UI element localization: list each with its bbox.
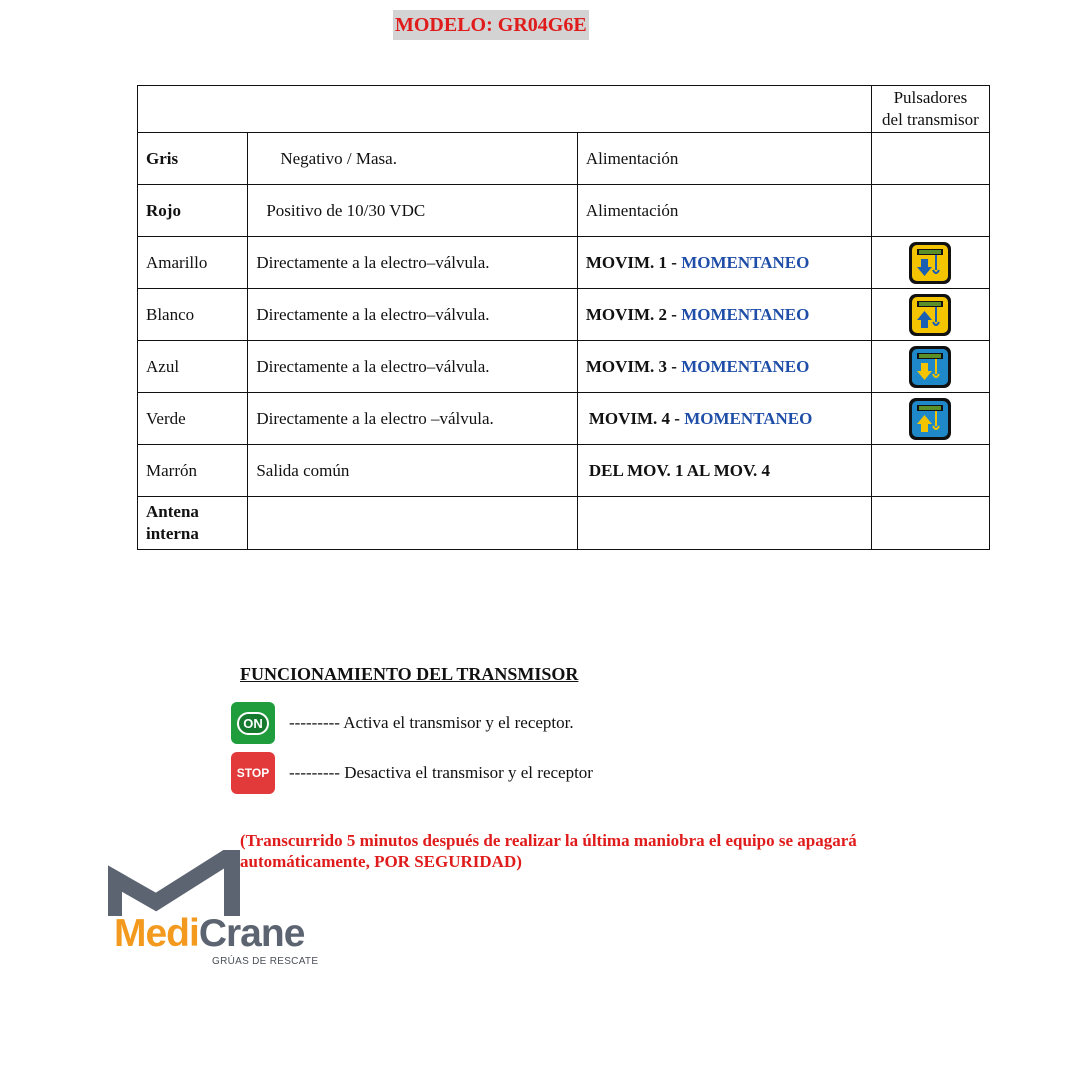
table-row: [138, 185, 990, 237]
wire-connection: Directamente a la electro–válvula.: [248, 341, 578, 393]
wire-function: DEL MOV. 1 AL MOV. 4: [577, 445, 871, 497]
blue-hoist-up-button-icon: [907, 396, 953, 442]
wire-connection: Directamente a la electro–válvula.: [248, 237, 578, 289]
model-title: MODELO: GR04G6E: [393, 10, 589, 40]
wire-color: Blanco: [138, 289, 248, 341]
on-button-icon: ON: [231, 702, 275, 744]
legend-text: --------- Desactiva el transmisor y el receptor: [289, 763, 593, 782]
wire-color: Antena interna: [138, 497, 248, 550]
table-row: [138, 133, 990, 185]
blue-hoist-down-button-icon: [907, 344, 953, 390]
wire-function: Alimentación: [577, 133, 871, 185]
wire-color: Amarillo: [138, 237, 248, 289]
wire-connection: Directamente a la electro–válvula.: [248, 289, 578, 341]
legend-item-stop: [231, 752, 593, 794]
table-row: [138, 237, 990, 289]
wire-color: Marrón: [138, 445, 248, 497]
wire-function: MOVIM. 4 - MOMENTANEO: [577, 393, 871, 445]
wire-color: Gris: [138, 133, 248, 185]
legend-item-on: [231, 702, 574, 744]
yellow-hoist-down-button-icon: [907, 240, 953, 286]
table-header-row: [138, 86, 990, 133]
yellow-hoist-up-button-icon: [907, 292, 953, 338]
wire-connection: Positivo de 10/30 VDC: [248, 185, 578, 237]
wire-function: [577, 497, 871, 550]
table-row: [138, 497, 990, 550]
wiring-table: [137, 85, 990, 550]
table-row: [138, 341, 990, 393]
wire-function: Alimentación: [577, 185, 871, 237]
medicrane-logo: MediCrane GRÚAS DE RESCATE: [108, 850, 348, 975]
wire-connection: Negativo / Masa.: [248, 133, 578, 185]
wire-connection: Directamente a la electro –válvula.: [248, 393, 578, 445]
section-title: FUNCIONAMIENTO DEL TRANSMISOR: [240, 664, 579, 684]
wire-color: Verde: [138, 393, 248, 445]
table-row: [138, 393, 990, 445]
wire-function: MOVIM. 1 - MOMENTANEO: [577, 237, 871, 289]
table-row: [138, 289, 990, 341]
pulsadores-header: Pulsadores del transmisor: [871, 86, 989, 133]
logo-mark-icon: [108, 850, 348, 920]
safety-warning: (Transcurrido 5 minutos después de realizar la última maniobra el equipo se apagará automáticamente, POR SEGURIDAD): [240, 831, 857, 871]
wire-color: Rojo: [138, 185, 248, 237]
logo-tagline: GRÚAS DE RESCATE: [212, 956, 319, 967]
wire-function: MOVIM. 3 - MOMENTANEO: [577, 341, 871, 393]
legend-text: --------- Activa el transmisor y el receptor.: [289, 713, 574, 732]
stop-button-icon: STOP: [231, 752, 275, 794]
wire-color: Azul: [138, 341, 248, 393]
wire-function: MOVIM. 2 - MOMENTANEO: [577, 289, 871, 341]
wire-connection: [248, 497, 578, 550]
wire-connection: Salida común: [248, 445, 578, 497]
table-row: [138, 445, 990, 497]
